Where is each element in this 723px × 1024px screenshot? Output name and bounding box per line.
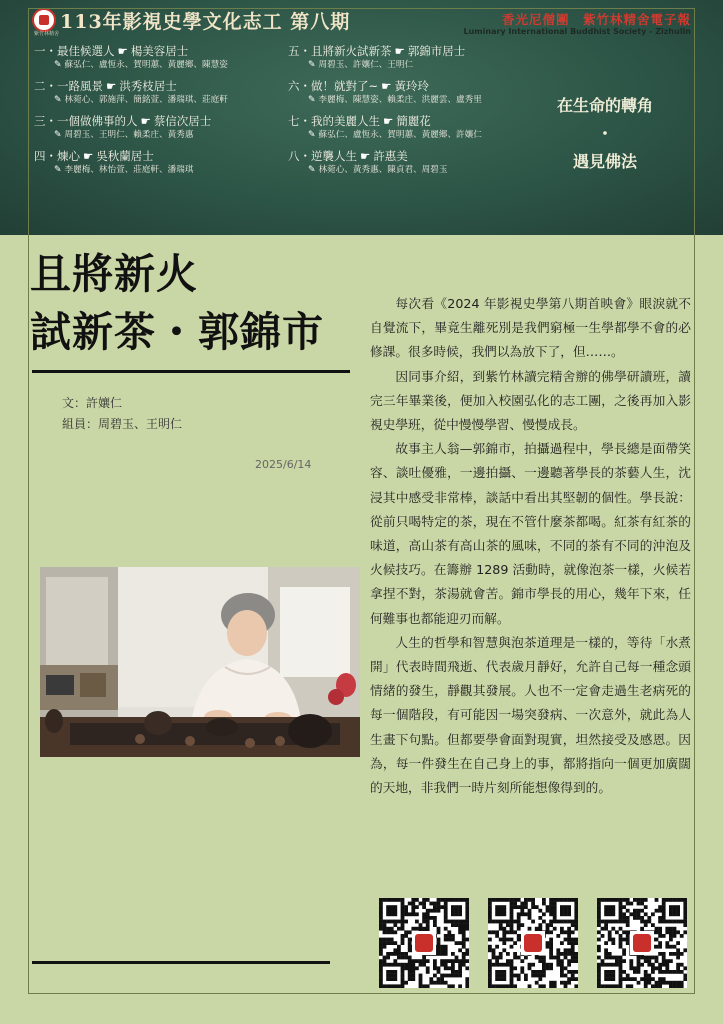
toc-item bbox=[34, 114, 228, 142]
toc-item-members: 林菀心、郭施萍、簡銘萱、潘瑞琪、莊庭軒 bbox=[64, 95, 228, 105]
slogan-line-2: 遇見佛法 bbox=[572, 152, 637, 171]
qr-code-icon bbox=[379, 898, 469, 988]
toc-item-members-row bbox=[308, 59, 482, 72]
toc-item-heading bbox=[34, 44, 228, 59]
chalkboard-header bbox=[0, 0, 723, 235]
toc-item bbox=[34, 149, 228, 177]
qr-code-2[interactable] bbox=[488, 898, 578, 988]
byline bbox=[62, 393, 182, 435]
article-paragraph: 因同事介紹，到紫竹林讀完精舍辦的佛學研讀班，讀完三年畢業後，便加入校園弘化的志工團，之後再加入影視史學班，從中慢慢學習、慢慢成長。 bbox=[370, 368, 691, 433]
pen-icon: ✎ bbox=[308, 60, 316, 70]
pen-icon: ✎ bbox=[54, 165, 62, 175]
org-name-english: Luminary International Buddhist Society - Zizhulin bbox=[463, 27, 691, 36]
pointing-hand-icon: ☛ bbox=[140, 114, 151, 128]
article-paragraph: 每次看《2024 年影視史學第八期首映會》眼淚就不自覺流下，畢竟生離死別是我們窮極一生學都學不會的必修課。很多時候，我們以為放下了，但……。 bbox=[370, 296, 691, 360]
pen-icon: ✎ bbox=[308, 165, 316, 175]
toc-item-members-row bbox=[54, 129, 228, 142]
pointing-hand-icon: ☛ bbox=[106, 79, 117, 93]
society-logo-icon bbox=[633, 934, 651, 952]
toc-item-title: 四・煉心 bbox=[34, 149, 80, 163]
toc-item-heading bbox=[288, 149, 482, 164]
toc-item-leader: 黃玲玲 bbox=[394, 79, 429, 93]
toc-item-leader: 簡麗花 bbox=[396, 114, 431, 128]
toc-item-members: 林菀心、黃秀惠、陳貞君、周碧玉 bbox=[318, 165, 448, 175]
toc-item-heading bbox=[288, 44, 482, 59]
toc-item-members: 李麗梅、陳慧姿、賴柔庄、洪麗雲、盧秀里 bbox=[318, 95, 482, 105]
headline-line-2: 試新茶・郭錦市 bbox=[30, 308, 324, 356]
slogan bbox=[520, 92, 690, 176]
pen-icon: ✎ bbox=[308, 130, 316, 140]
toc-item-members: 蘇弘仁、盧恆永、賀明蕙、黃麗鄉、陳慧姿 bbox=[64, 60, 228, 70]
pointing-hand-icon: ☛ bbox=[83, 149, 94, 163]
society-logo-icon bbox=[32, 8, 56, 32]
toc-item bbox=[288, 114, 482, 142]
toc-item-members-row bbox=[308, 94, 482, 107]
toc-item-title: 六・做！就對了~ bbox=[288, 79, 379, 93]
toc-item-leader: 蔡信次居士 bbox=[153, 114, 212, 128]
toc-item-heading bbox=[34, 79, 228, 94]
article-date: 2025/6/14 bbox=[255, 458, 312, 471]
toc-item-leader: 郭錦市居士 bbox=[407, 44, 466, 58]
pointing-hand-icon: ☛ bbox=[117, 44, 128, 58]
toc-item bbox=[288, 44, 482, 72]
toc-item-leader: 吳秋蘭居士 bbox=[96, 149, 154, 163]
toc-item-title: 五・且將新火試新茶 bbox=[288, 44, 392, 58]
toc-item-heading bbox=[288, 79, 482, 94]
toc-item-leader: 許惠美 bbox=[373, 149, 408, 163]
toc-item-title: 三・一個做佛事的人 bbox=[34, 114, 138, 128]
publication-title: 113年影視史學文化志工 第八期 bbox=[60, 11, 351, 33]
qr-code-3[interactable] bbox=[597, 898, 687, 988]
toc-right-column bbox=[288, 44, 482, 184]
toc-item-members-row bbox=[308, 164, 482, 177]
logo-caption: 紫竹林精舍 bbox=[34, 31, 60, 37]
tea-host-photo bbox=[40, 567, 360, 757]
qr-code-1[interactable] bbox=[379, 898, 469, 988]
society-logo-icon bbox=[415, 934, 433, 952]
org-name-chinese: 香光尼僧團 紫竹林精舍電子報 bbox=[501, 12, 691, 27]
article-paragraph: 故事主人翁—郭錦市，拍攝過程中，學長總是面帶笑容、談吐優雅，一邊拍攝、一邊聽著學長的茶藝人生，沈浸其中感受非常棒，談話中看出其堅韌的個性。學長說：從前只喝特定的茶，現在不管什麼茶都喝。紅茶有紅茶的味道，高山茶有高山茶的風味，不同的茶有不同的沖泡及火候技巧。在籌辦 1289 活動時，就像泡茶一樣，火候若拿捏不對，茶湯就會苦。錦市學長的用心，幾年下來，任何難事也都能迎刃而解。 bbox=[370, 441, 691, 626]
toc-item bbox=[288, 149, 482, 177]
toc-item-members-row bbox=[308, 129, 482, 142]
toc-item-title: 八・逆襲人生 bbox=[288, 149, 357, 163]
toc-item-title: 二・一路風景 bbox=[34, 79, 103, 93]
pointing-hand-icon: ☛ bbox=[381, 79, 392, 93]
article-body bbox=[370, 292, 691, 800]
toc-item-title: 七・我的美麗人生 bbox=[288, 114, 380, 128]
toc-item-members-row bbox=[54, 94, 228, 107]
toc-item bbox=[288, 79, 482, 107]
slogan-line-1: 在生命的轉角 bbox=[556, 96, 653, 115]
toc-item-members-row bbox=[54, 59, 228, 72]
headline-underline bbox=[32, 370, 350, 373]
pointing-hand-icon: ☛ bbox=[383, 114, 394, 128]
headline-line-1: 且將新火 bbox=[30, 250, 198, 298]
toc-item-leader: 洪秀枝居士 bbox=[119, 79, 177, 93]
pen-icon: ✎ bbox=[54, 95, 62, 105]
pen-icon: ✎ bbox=[308, 95, 316, 105]
toc-item-title: 一・最佳候選人 bbox=[34, 44, 115, 58]
toc-item-leader: 楊美容居士 bbox=[130, 44, 189, 58]
toc-item-heading bbox=[288, 114, 482, 129]
toc-left-column bbox=[34, 44, 228, 184]
bottom-rule bbox=[32, 961, 330, 964]
pen-icon: ✎ bbox=[54, 130, 62, 140]
toc-item-members-row bbox=[54, 164, 228, 177]
society-logo-icon bbox=[524, 934, 542, 952]
toc-item-members: 周碧玉、王明仁、賴柔庄、黃秀惠 bbox=[64, 130, 194, 140]
pen-icon: ✎ bbox=[54, 60, 62, 70]
toc-item-heading bbox=[34, 114, 228, 129]
article-paragraph: 人生的哲學和智慧與泡茶道理是一樣的，等待「水煮開」代表時間飛逝、代表歲月靜好，允許自己每一種念頭情緒的發生，靜觀其發展。人也不一定會走過生老病死的每一個階段，有可能因一場突發病、一次意外，就此為人生畫下句點。但都要學會面對現實，坦然接受及感恩。因為，每一件發生在自己身上的事，都將指向一個更加廣闊的天地，非我們一時片刻所能想像得到的。 bbox=[370, 634, 691, 796]
qr-code-icon bbox=[488, 898, 578, 988]
toc-item-members: 周碧玉、許孃仁、王明仁 bbox=[318, 60, 414, 70]
pointing-hand-icon: ☛ bbox=[394, 44, 405, 58]
toc-item-members: 李麗梅、林怡萱、莊庭軒、潘瑞琪 bbox=[64, 165, 194, 175]
author: 文：許孃仁 bbox=[62, 396, 123, 410]
team-members: 組員：周碧玉、王明仁 bbox=[62, 417, 183, 431]
toc-item bbox=[34, 44, 228, 72]
qr-code-icon bbox=[597, 898, 687, 988]
toc-item-members: 蘇弘仁、盧恆永、賀明蕙、黃麗鄉、許孃仁 bbox=[318, 130, 482, 140]
article-photo bbox=[40, 567, 360, 757]
slogan-dot: ・ bbox=[596, 124, 613, 143]
toc-item bbox=[34, 79, 228, 107]
pointing-hand-icon: ☛ bbox=[360, 149, 371, 163]
toc-item-heading bbox=[34, 149, 228, 164]
